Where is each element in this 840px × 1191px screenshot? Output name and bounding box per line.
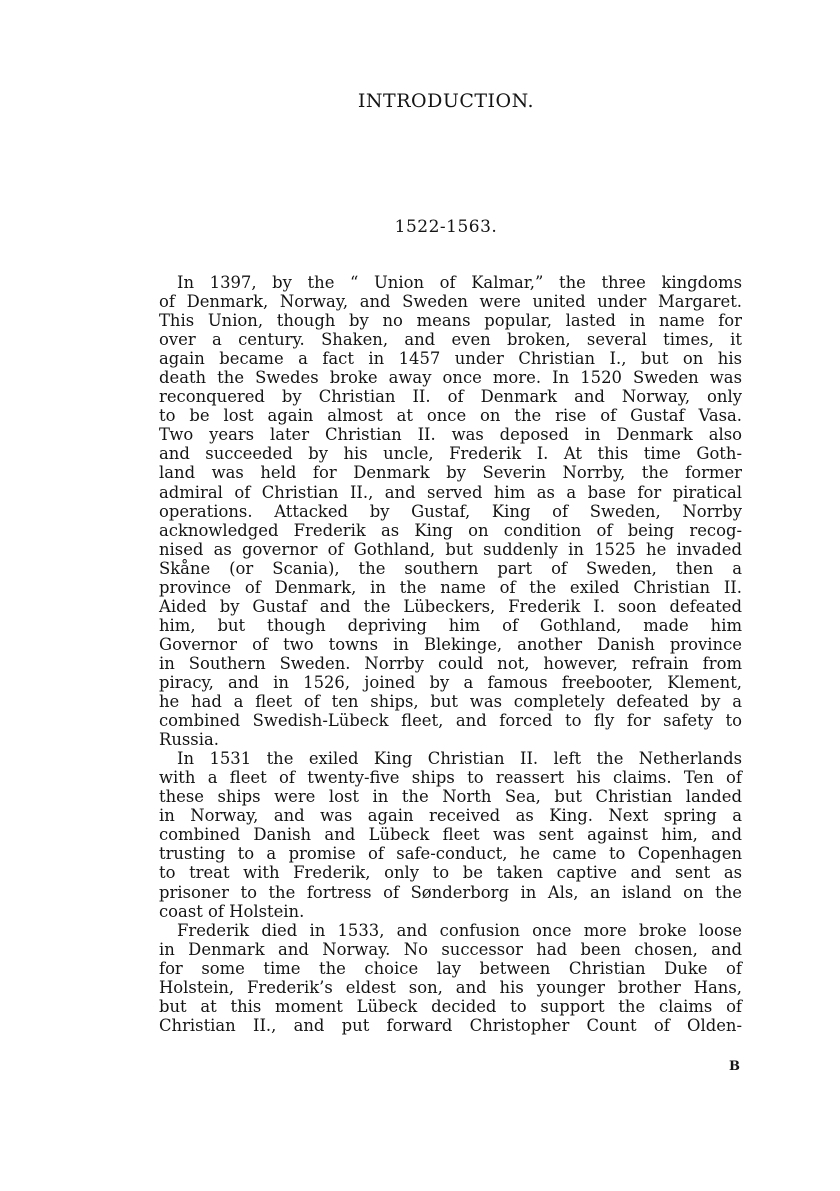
page-title: INTRODUCTION. <box>357 90 535 112</box>
paragraph <box>159 749 742 920</box>
text-line: combined Swedish-Lübeck fleet, and forced to fly for safety to <box>159 711 742 731</box>
text-line: operations. Attacked by Gustaf, King of Sweden, Norrby <box>159 501 742 521</box>
text-line: Governor of two towns in Blekinge, another Danish province <box>159 634 742 654</box>
text-line: him, but though depriving him of Gothland, made him <box>159 615 742 635</box>
paragraph <box>159 921 742 1035</box>
text-line: and succeeded by his uncle, Frederik I. At this time Goth- <box>159 444 742 464</box>
text-line: in Norway, and was again received as King. Next spring a <box>159 806 742 826</box>
text-line: these ships were lost in the North Sea, but Christian landed <box>159 787 742 807</box>
text-line: In 1397, by the “ Union of Kalmar,” the three kingdoms <box>177 273 742 292</box>
text-line: with a fleet of twenty-five ships to reassert his claims. Ten of <box>159 768 742 788</box>
text-line: in Denmark and Norway. No successor had been chosen, and <box>159 939 742 959</box>
text-line: Christian II., and put forward Christopher Count of Olden- <box>159 1015 742 1035</box>
text-line: Skåne (or Scania), the southern part of Sweden, then a <box>159 558 742 578</box>
text-line: Aided by Gustaf and the Lübeckers, Frederik I. soon defeated <box>159 596 742 616</box>
text-line: nised as governor of Gothland, but suddenly in 1525 he invaded <box>159 539 742 559</box>
text-line: province of Denmark, in the name of the exiled Christian II. <box>159 577 742 597</box>
text-line: to be lost again almost at once on the rise of Gustaf Vasa. <box>159 406 742 426</box>
text-line: combined Danish and Lübeck fleet was sent against him, and <box>159 825 742 845</box>
text-line: This Union, though by no means popular, lasted in name for <box>159 311 742 331</box>
text-line: he had a fleet of ten ships, but was completely defeated by a <box>159 692 742 712</box>
text-line: admiral of Christian II., and served him as a base for piratical <box>159 482 742 502</box>
text-line: death the Swedes broke away once more. In 1520 Sweden was <box>159 368 742 388</box>
text-line: In 1531 the exiled King Christian II. left the Netherlands <box>177 749 742 769</box>
text-line: but at this moment Lübeck decided to support the claims of <box>159 996 742 1016</box>
text-line: in Southern Sweden. Norrby could not, however, refrain from <box>159 653 742 673</box>
text-line: trusting to a promise of safe-conduct, he came to Copenhagen <box>159 844 742 864</box>
text-line: prisoner to the fortress of Sønderborg in Als, an island on the <box>159 882 742 902</box>
text-line: for some time the choice lay between Christian Duke of <box>159 958 742 978</box>
text-line: of Denmark, Norway, and Sweden were united under Margaret. <box>159 292 742 312</box>
section-dates: 1522-1563. <box>394 217 498 237</box>
text-line: Two years later Christian II. was deposed in Denmark also <box>159 425 742 445</box>
text-line: acknowledged Frederik as King on condition of being recog- <box>159 520 742 540</box>
text-line: piracy, and in 1526, joined by a famous freebooter, Klement, <box>159 672 742 692</box>
paragraph <box>159 273 742 749</box>
text-line: again became a fact in 1457 under Christian I., but on his <box>159 349 742 369</box>
text-line: Russia. <box>159 730 219 750</box>
text-line: reconquered by Christian II. of Denmark and Norway, only <box>159 387 742 407</box>
text-line: to treat with Frederik, only to be taken captive and sent as <box>159 863 742 883</box>
signature-mark: B <box>729 1059 741 1074</box>
text-line: coast of Holstein. <box>159 901 305 921</box>
text-line: over a century. Shaken, and even broken, several times, it <box>159 330 742 350</box>
text-line: Frederik died in 1533, and confusion once more broke loose <box>177 920 742 940</box>
text-line: land was held for Denmark by Severin Norrby, the former <box>159 463 742 483</box>
body-text <box>159 273 742 1035</box>
text-line: Holstein, Frederik’s eldest son, and his younger brother Hans, <box>159 977 742 997</box>
